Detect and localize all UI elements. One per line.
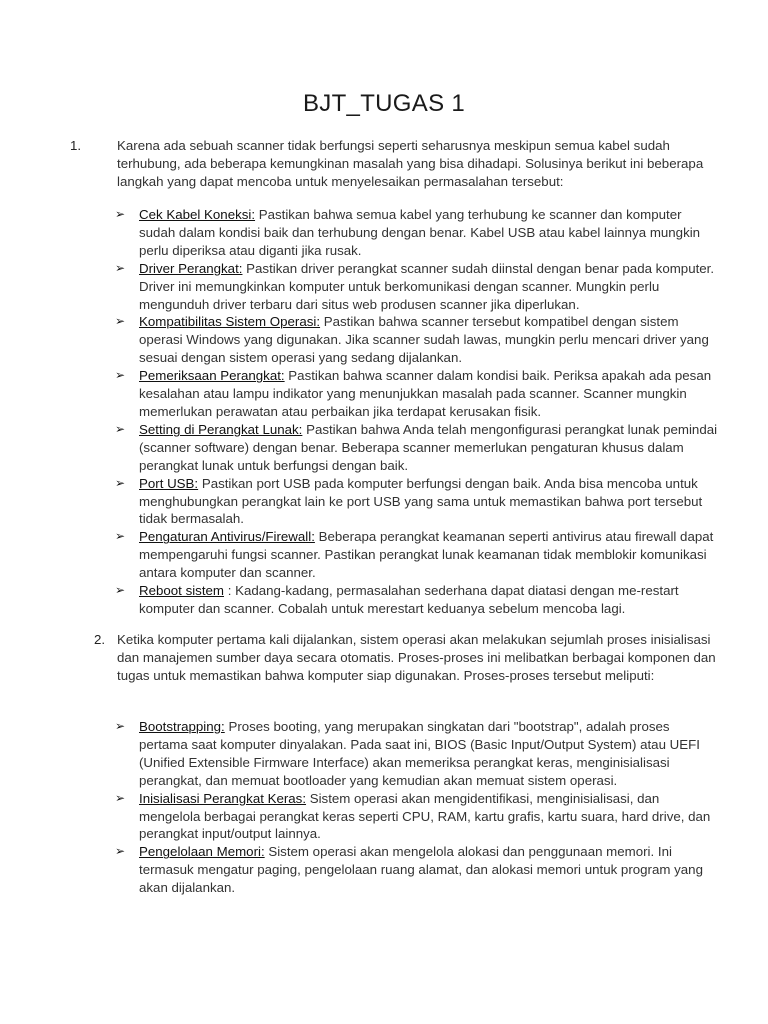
arrow-bullet-icon: ➢ xyxy=(115,368,126,383)
document-title: BJT_TUGAS 1 xyxy=(302,90,465,117)
item-heading: Pengaturan Antivirus/Firewall: xyxy=(139,529,315,545)
item-heading: Setting di Perangkat Lunak: xyxy=(139,421,303,437)
item-heading: Pengelolaan Memori: xyxy=(139,844,265,860)
item-heading: Pemeriksaan Perangkat: xyxy=(139,368,285,384)
list-item xyxy=(115,582,719,618)
bullet-list xyxy=(115,206,719,618)
item-text: Pastikan bahwa semua kabel yang terhubung ke scanner dan komputer sudah dalam kondisi baik dan terhubung dengan benar. Kabel USB atau kabel lainnya mungkin perlu diperiksa atau diganti jika rusak. xyxy=(139,207,701,258)
arrow-bullet-icon: ➢ xyxy=(115,719,126,733)
section-number: 2. xyxy=(94,632,106,647)
item-heading: Driver Perangkat: xyxy=(139,260,243,276)
list-item xyxy=(115,206,719,260)
list-item xyxy=(115,367,719,421)
list-item xyxy=(115,421,719,475)
item-heading: Inisialisasi Perangkat Keras: xyxy=(139,790,307,806)
item-text: Pastikan bahwa scanner dalam kondisi baik. Periksa apakah ada pesan kesalahan atau lampu indikator yang menunjukkan masalah pada scanner. Scanner mungkin memerlukan perawatan atau perbaikan jika terdapat kerusakan fisik. xyxy=(139,368,712,419)
section-number: 1. xyxy=(70,138,82,153)
arrow-bullet-icon: ➢ xyxy=(115,475,126,490)
item-text: Sistem operasi akan mengidentifikasi, menginisialisasi, dan mengelola berbagai perangkat keras seperti CPU, RAM, kartu grafis, kartu suara, hard drive, dan perangkat input/output lainnya. xyxy=(139,790,711,842)
arrow-bullet-icon: ➢ xyxy=(115,260,126,275)
bullet-list xyxy=(115,718,714,897)
item-heading: Kompatibilitas Sistem Operasi: xyxy=(139,314,321,330)
arrow-bullet-icon: ➢ xyxy=(115,314,126,329)
list-item xyxy=(115,790,714,844)
item-text: Beberapa perangkat keamanan seperti antivirus atau firewall dapat mempengaruhi fungsi scanner. Pastikan perangkat lunak keamanan tidak memblokir komunikasi antara komputer dan scanner. xyxy=(139,529,714,581)
list-item xyxy=(115,260,719,314)
list-item xyxy=(115,528,719,582)
item-text: Pastikan bahwa scanner tersebut kompatibel dengan sistem operasi Windows yang digunakan. Jika scanner sudah lawas, mungkin perlu mencari driver yang sesuai dengan sistem operasi yang sedang dijalankan. xyxy=(139,314,709,366)
item-text: : Kadang-kadang, permasalahan sederhana dapat diatasi dengan me-restart komputer dan scanner. Cobalah untuk merestart keduanya sebelum mencoba lagi. xyxy=(139,583,679,616)
item-text: Pastikan driver perangkat scanner sudah diinstal dengan benar pada komputer. Driver ini memungkinkan komputer untuk berkomunikasi dengan scanner. Mungkin perlu mengunduh driver terbaru dari situs web produsen scanner jika diperlukan. xyxy=(139,260,715,312)
item-heading: Port USB: xyxy=(139,475,199,491)
item-text: Pastikan port USB pada komputer berfungsi dengan baik. Anda bisa mencoba untuk menghubungkan perangkat lain ke port USB yang sama untuk memastikan bahwa port tersebut tidak bermasalah. xyxy=(139,475,703,527)
item-text: Pastikan bahwa Anda telah mengonfigurasi perangkat lunak pemindai (scanner software) dengan benar. Beberapa scanner memerlukan pengaturan khusus dalam perangkat lunak untuk berfungsi dengan baik. xyxy=(139,421,718,473)
list-item xyxy=(115,718,714,790)
list-item xyxy=(115,475,719,529)
list-item xyxy=(115,313,719,367)
item-text: Proses booting, yang merupakan singkatan dari "bootstrap", adalah proses pertama saat komputer dinyalakan. Pada saat ini, BIOS (Basic Input/Output System) atau UEFI (Unified Extensible Firmware Interface) akan memeriksa perangkat keras, menginisialisasi perangkat, dan memuat bootloader yang kemudian akan memuat sistem operasi. xyxy=(139,719,700,788)
arrow-bullet-icon: ➢ xyxy=(115,529,126,544)
arrow-bullet-icon: ➢ xyxy=(115,207,126,221)
list-item xyxy=(115,843,714,897)
item-heading: Cek Kabel Koneksi: xyxy=(139,207,256,222)
item-heading: Bootstrapping: xyxy=(139,719,225,734)
arrow-bullet-icon: ➢ xyxy=(115,583,126,598)
item-heading: Reboot sistem xyxy=(139,583,224,599)
arrow-bullet-icon: ➢ xyxy=(115,421,126,436)
section-intro: Karena ada sebuah scanner tidak berfungsi seperti seharusnya meskipun semua kabel sudah terhubung, ada beberapa kemungkinan masalah yang bisa dihadapi. Solusinya berikut ini beberapa langkah yang dapat mencoba untuk menyelesaikan permasalahan tersebut: xyxy=(117,138,704,189)
section-intro: Ketika komputer pertama kali dijalankan, sistem operasi akan melakukan sejumlah proses inisialisasi dan manajemen sumber daya secara otomatis. Proses-proses ini melibatkan berbagai komponen dan tugas untuk memastikan bahwa komputer siap digunakan. Proses-proses tersebut meliputi: xyxy=(117,632,716,683)
item-text: Sistem operasi akan mengelola alokasi dan penggunaan memori. Ini termasuk mengatur paging, pengelolaan ruang alamat, dan alokasi memori untuk program yang akan dijalankan. xyxy=(139,844,703,896)
arrow-bullet-icon: ➢ xyxy=(115,790,126,805)
arrow-bullet-icon: ➢ xyxy=(115,844,126,859)
